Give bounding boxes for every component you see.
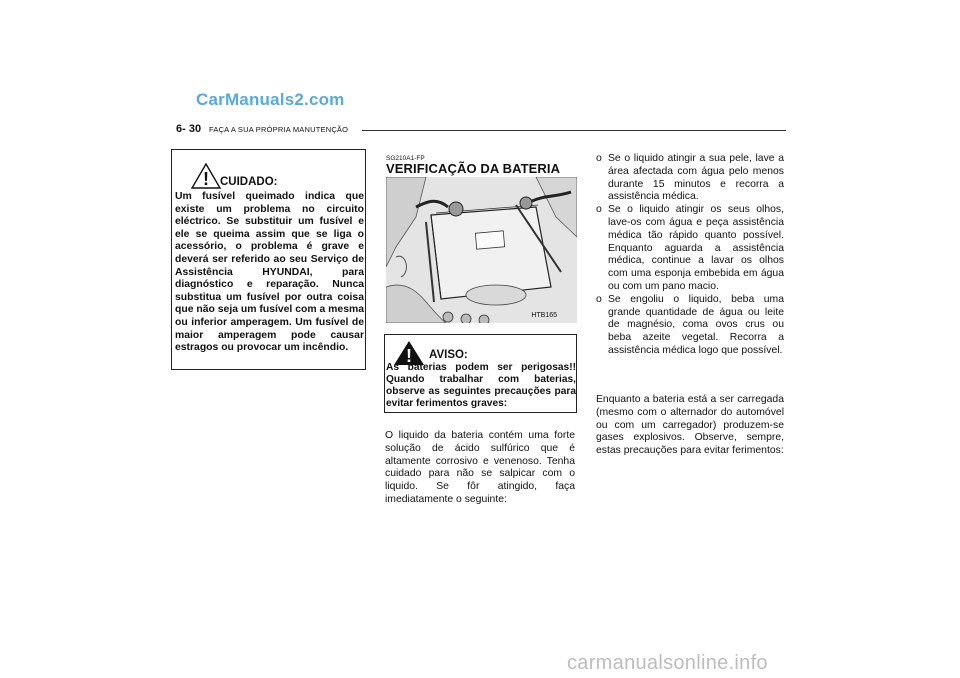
warning-text: As baterias podem ser perigosas!! Quando trabalhar com baterias, observe as seguintes precauções para evitar ferimentos graves: bbox=[386, 362, 576, 409]
battery-acid-paragraph: O liquido da bateria contém uma forte solução de ácido sulfúrico que é altamente corrosivo e venenoso. Tenha cuidado para não se salpicar com o liquido. Se fôr atingido, faça imediatamente o seguinte: bbox=[385, 430, 575, 505]
battery-photo bbox=[386, 177, 577, 323]
svg-text:!: ! bbox=[406, 346, 412, 366]
warning-heading: AVISO: bbox=[429, 349, 468, 361]
svg-text:!: ! bbox=[203, 169, 209, 189]
watermark-carmanuals2: CarManuals2.com bbox=[196, 90, 345, 109]
battery-illustration bbox=[386, 177, 577, 323]
caution-text: Um fusível queimado indica que existe um problema no circuito eléctrico. Se substituir um fusível e ele se queima assim que se liga o acessório, o problema é grave e deverá ser referido ao seu Serviço de Assistência HYUNDAI, para diagnóstico e reparação. Nunca substitua um fusível por outra coisa que não seja um fusível com a mesma ou inferior amperagem. Um fusível de maior amperagem pode causar estragos ou provocar um incêndio. bbox=[175, 191, 364, 354]
warning-box bbox=[384, 334, 577, 413]
list-bullet: o bbox=[596, 153, 602, 164]
list-item-text: Se o liquido atingir os seus olhos, lave-os com água e peça assistência médica tão rápido quanto possível. Enquanto aguarda a assistência médica, continue a lavar os olhos com uma esponja embebida em água ou com um pano macio. bbox=[608, 204, 784, 292]
caution-box bbox=[171, 149, 366, 370]
running-section-title: FAÇA A SUA PRÓPRIA MANUTENÇÃO bbox=[209, 125, 349, 134]
page-header bbox=[176, 123, 786, 137]
first-aid-list bbox=[596, 153, 784, 358]
charging-paragraph: Enquanto a bateria está a ser carregada (mesmo com o alternador do automóvel ou com um carregador) produzem-se gases explosivos. Observe, sempre, estas precauções para evitar ferimentos: bbox=[596, 394, 784, 457]
list-item bbox=[596, 204, 784, 294]
photo-reference: HTB165 bbox=[531, 312, 557, 319]
list-bullet: o bbox=[596, 204, 602, 216]
header-rule bbox=[362, 130, 786, 131]
list-item-text: Se o liquido atingir a sua pele, lave a área afectada com água pelo menos durante 15 minutos e recorra a assistência médica. bbox=[608, 153, 784, 203]
watermark-carmanualsonline: carmanualsonline.info bbox=[567, 652, 768, 674]
list-item bbox=[596, 294, 784, 358]
list-item-text: Se engoliu o liquido, beba uma grande quantidade de água ou leite de magnésio, coma ovos crus ou beba azeite vegetal. Recorra a assistência médica logo que possível. bbox=[608, 293, 784, 356]
page-number: 6- 30 bbox=[176, 123, 202, 135]
caution-heading: CUIDADO: bbox=[220, 176, 278, 188]
section-title: VERIFICAÇÃO DA BATERIA bbox=[386, 161, 561, 176]
warning-triangle-icon bbox=[191, 163, 221, 189]
section-code: SG210A1-FP bbox=[386, 155, 425, 162]
list-bullet: o bbox=[596, 293, 602, 305]
list-item bbox=[596, 153, 784, 204]
